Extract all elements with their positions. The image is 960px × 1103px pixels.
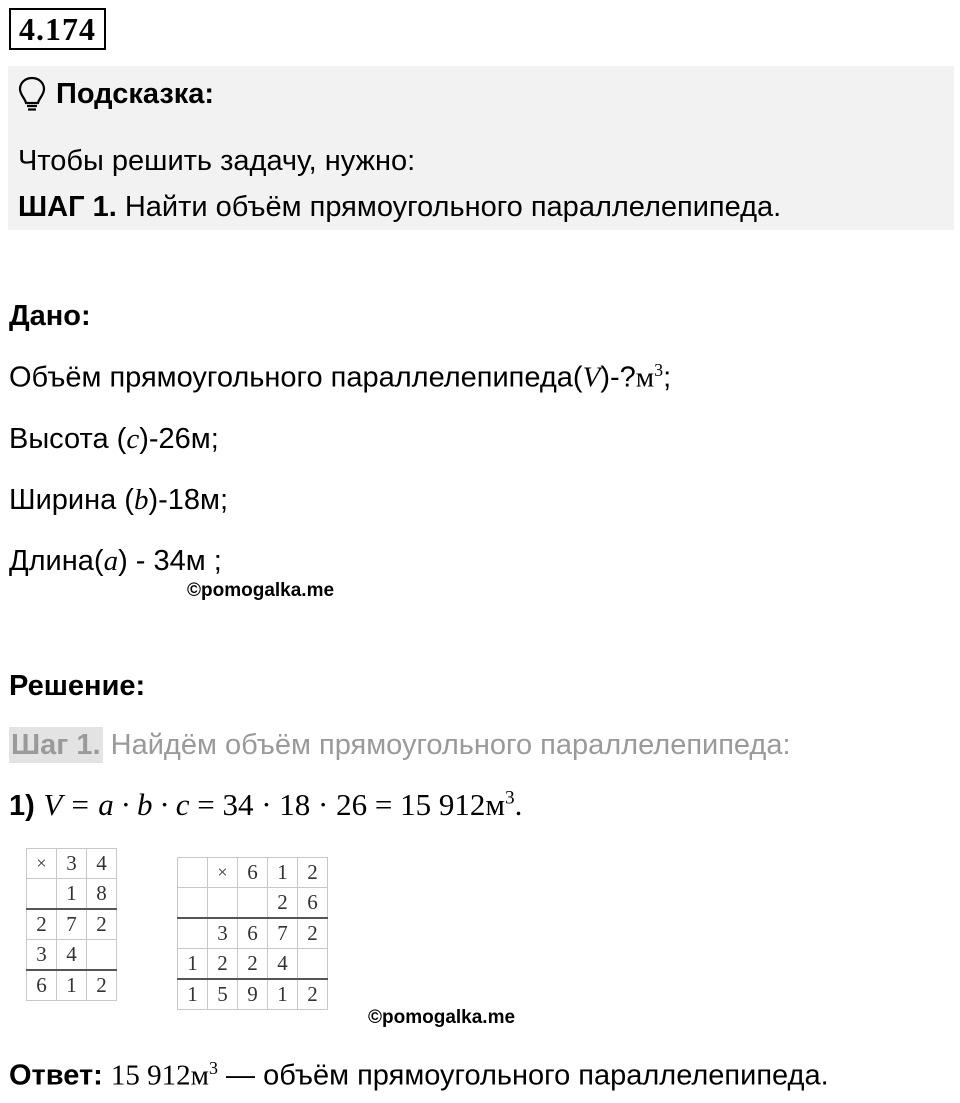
hint-step — [18, 191, 781, 224]
calc-digit: 1 — [57, 970, 87, 1001]
problem-number: 4.174 — [9, 8, 106, 50]
watermark: ©pomogalka.me — [187, 580, 335, 601]
calc-digit: 6 — [238, 858, 268, 888]
formula: 1) V = a · b · c = 34 · 18 · 26 = 15 $912м^3$. — [9, 787, 523, 822]
calc-digit: × — [208, 858, 238, 888]
calc-row — [178, 888, 328, 919]
calc-digit: 4 — [57, 940, 87, 971]
calc-digit — [178, 888, 208, 919]
hint-step-label: ШАГ 1. — [18, 191, 117, 223]
calc-digit: 2 — [268, 888, 298, 919]
calc-digit — [27, 879, 57, 910]
lightbulb-icon — [18, 76, 46, 112]
hint-line1: Чтобы решить задачу, нужно: — [18, 145, 416, 177]
calc-digit: 1 — [268, 858, 298, 888]
calc-digit — [238, 888, 268, 919]
calc-row — [178, 979, 328, 1010]
calc-digit: 2 — [87, 909, 117, 940]
given-title: Дано: — [9, 300, 91, 332]
calc-digit: 2 — [208, 949, 238, 980]
calc-digit: 2 — [27, 909, 57, 940]
given-height: Высота (c)-26м; — [9, 423, 219, 455]
calc-digit: 2 — [298, 858, 328, 888]
solution-step — [9, 729, 791, 762]
answer: Ответ: 15 $912м^3$ — объём прямоугольного параллелепипеда. — [9, 1058, 829, 1092]
calc-digit: 6 — [238, 918, 268, 949]
calc-digit: × — [27, 849, 57, 879]
calc-digit: 8 — [87, 879, 117, 910]
calc-row — [27, 970, 117, 1001]
calc-digit: 6 — [27, 970, 57, 1001]
calc-digit: 3 — [208, 918, 238, 949]
hint-step-text: Найти объём прямоугольного параллелепипеда. — [116, 191, 782, 223]
calc-digit: 7 — [57, 909, 87, 940]
calc-digit: 1 — [57, 879, 87, 910]
hint-title-text: Подсказка: — [56, 77, 215, 110]
multiplication-34x18 — [26, 848, 117, 1001]
calc-digit: 3 — [27, 940, 57, 971]
calc-digit: 4 — [87, 849, 117, 879]
calc-digit — [178, 918, 208, 949]
given-length: Длина(a) - 34м ; — [9, 545, 222, 577]
solution-title: Решение: — [9, 670, 146, 702]
answer-label: Ответ: — [9, 1059, 103, 1092]
calc-row — [178, 949, 328, 980]
calc-digit: 1 — [178, 949, 208, 980]
calc-digit — [87, 940, 117, 971]
calc-digit: 2 — [238, 949, 268, 980]
calc-digit: 5 — [208, 979, 238, 1010]
calc-digit — [178, 858, 208, 888]
calc-digit: 6 — [298, 888, 328, 919]
calc-row — [27, 879, 117, 910]
calc-digit: 1 — [178, 979, 208, 1010]
watermark-2: ©pomogalka.me — [368, 1007, 516, 1028]
calc-row — [27, 909, 117, 940]
calc-row — [178, 918, 328, 949]
multiplication-612x26 — [177, 857, 328, 1010]
calc-row — [27, 849, 117, 879]
calc-digit: 2 — [298, 979, 328, 1010]
calc-digit — [208, 888, 238, 919]
hint-title — [18, 76, 214, 112]
calc-digit: 4 — [268, 949, 298, 980]
calc-digit: 3 — [57, 849, 87, 879]
calc-digit: 2 — [298, 918, 328, 949]
calc-row — [27, 940, 117, 971]
given-width: Ширина (b)-18м; — [9, 484, 229, 516]
calc-digit: 9 — [238, 979, 268, 1010]
calc-digit — [298, 949, 328, 980]
calc-digit: 2 — [87, 970, 117, 1001]
given-volume: Объём прямоугольного $параллелепипеда(V)-?м^3$; — [9, 360, 672, 394]
solution-step-text: Найдём объём прямоугольного параллелепипеда: — [102, 729, 791, 761]
calc-row — [178, 858, 328, 888]
calc-digit: 1 — [268, 979, 298, 1010]
calc-digit: 7 — [268, 918, 298, 949]
solution-step-label: Шаг 1. — [11, 729, 101, 761]
